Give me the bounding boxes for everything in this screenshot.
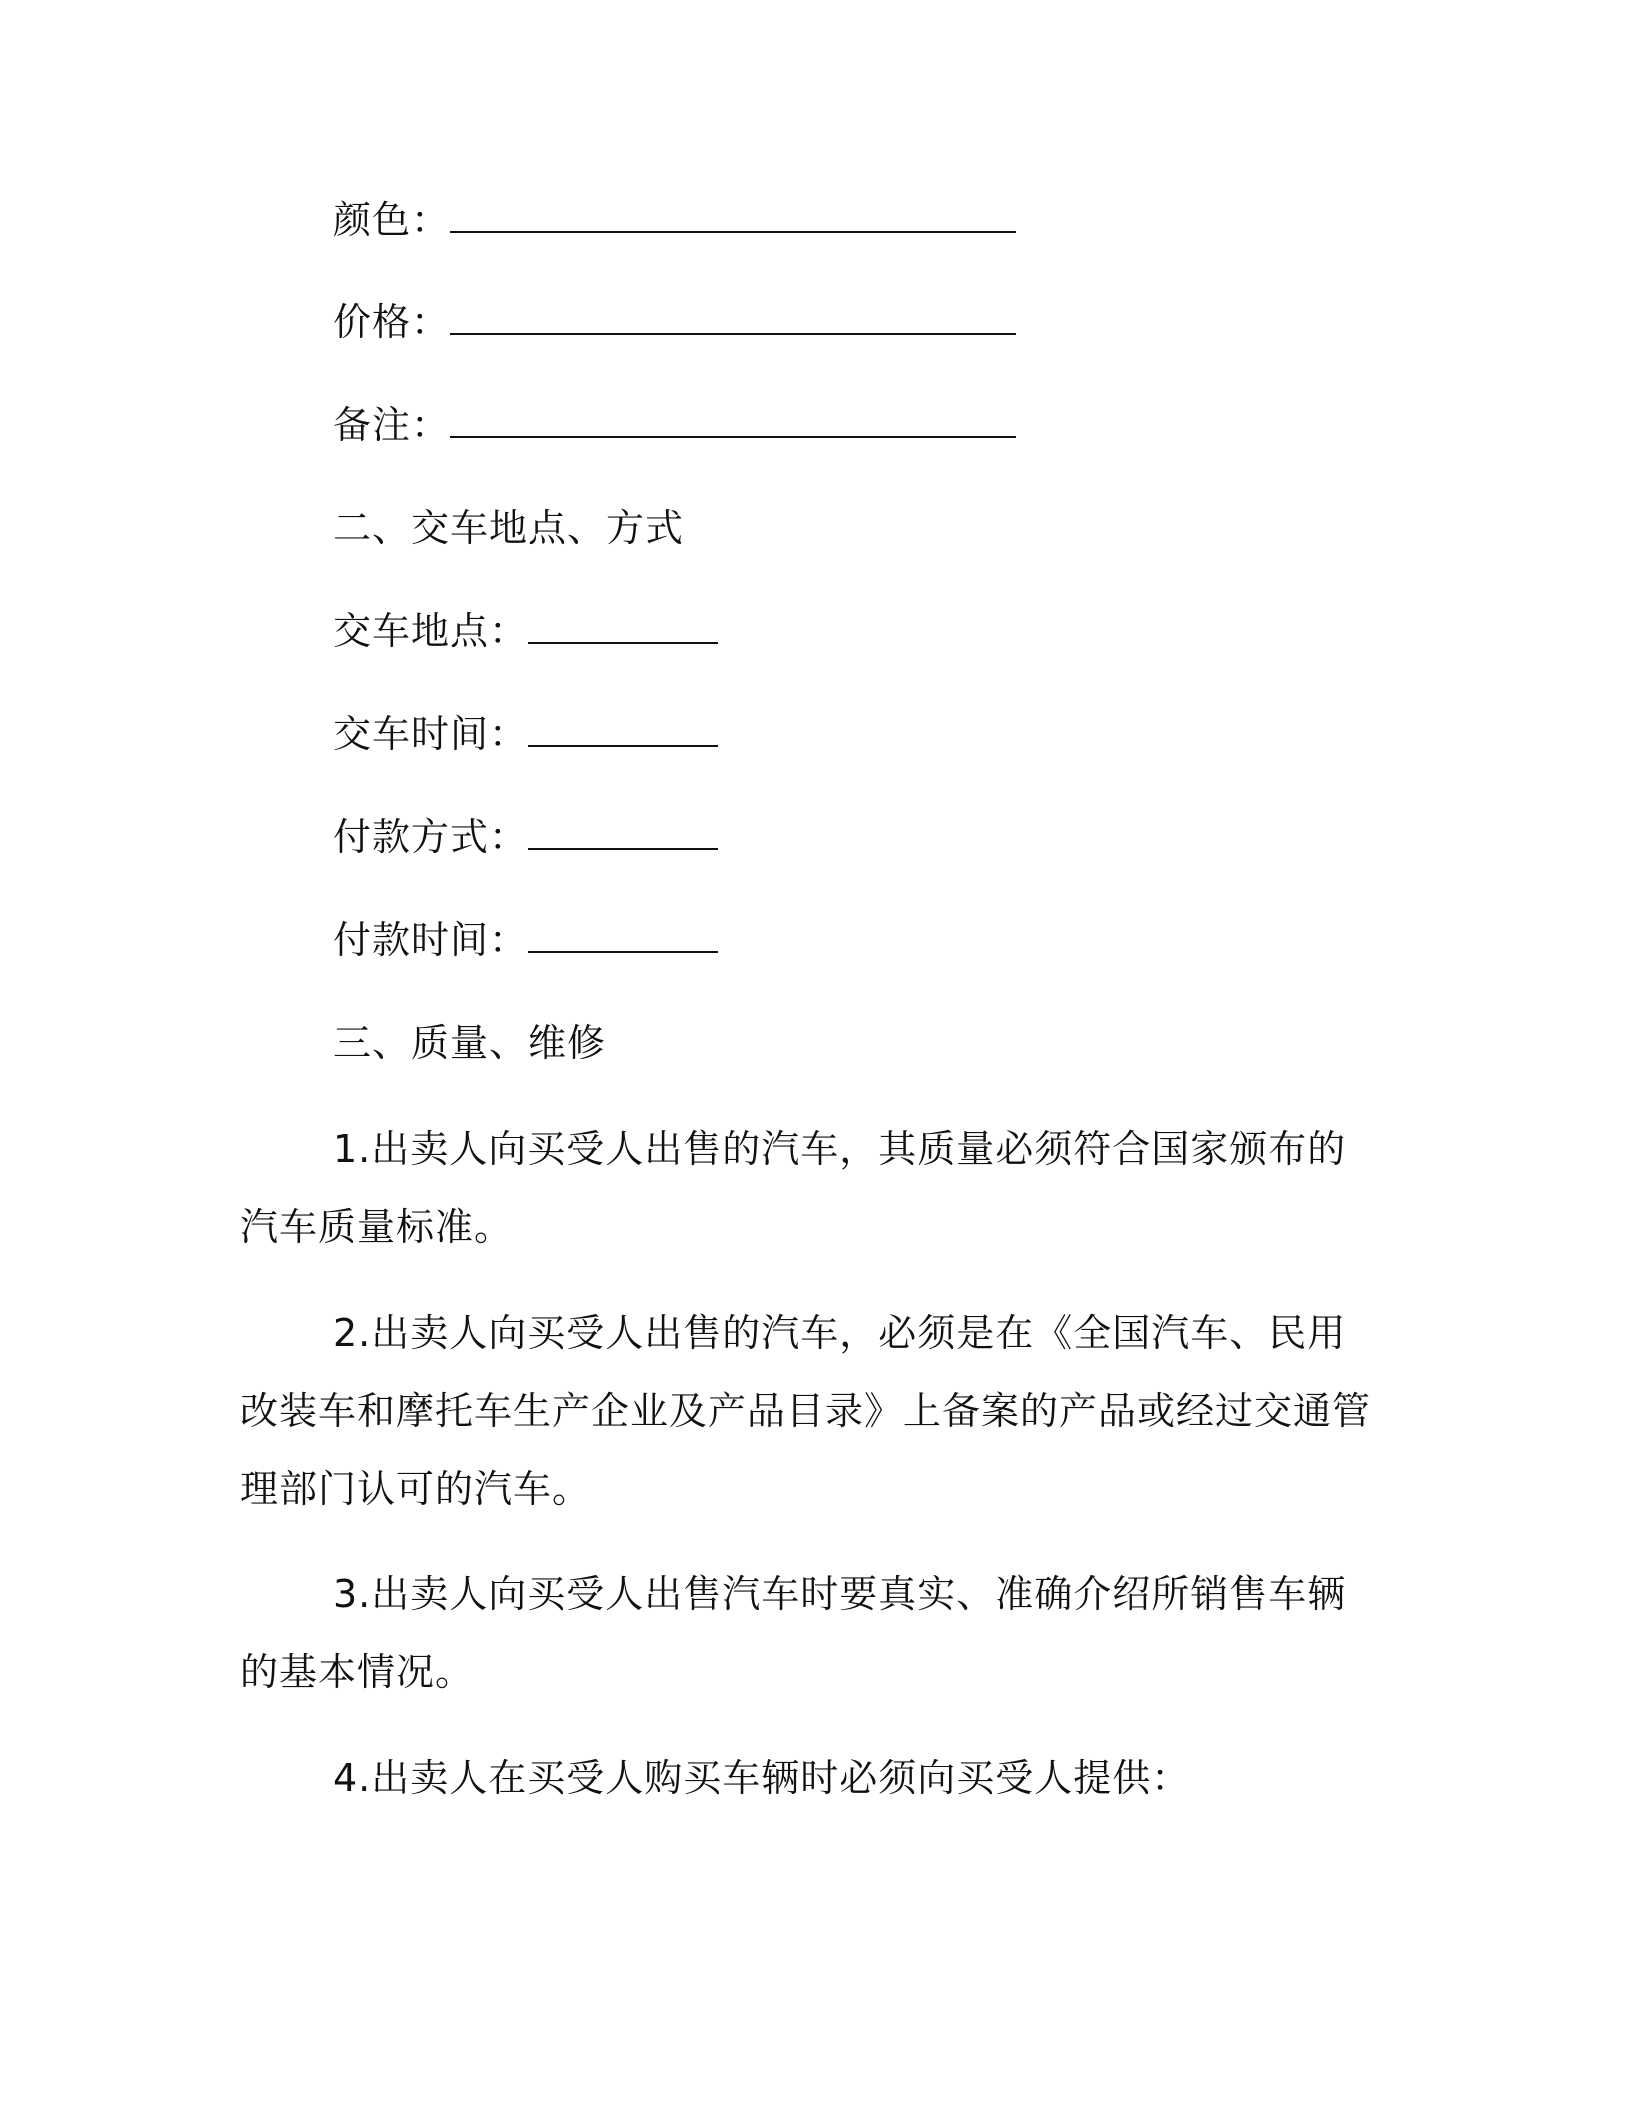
payment-time-blank[interactable]	[528, 921, 718, 953]
quality-item-3: 3.出卖人向买受人出售汽车时要真实、准确介绍所销售车辆的基本情况。	[240, 1572, 1347, 1694]
section3-heading	[333, 1017, 606, 1069]
price-field	[333, 296, 1016, 348]
delivery-time-blank[interactable]	[528, 715, 718, 747]
delivery-time-field	[333, 708, 718, 760]
delivery-time-label: 交车时间：	[333, 712, 529, 756]
payment-time-label: 付款时间：	[333, 918, 529, 962]
remarks-label: 备注：	[333, 403, 451, 447]
payment-time-field	[333, 914, 718, 966]
color-label: 颜色：	[333, 198, 451, 242]
quality-item-1: 1.出卖人向买受人出售的汽车，其质量必须符合国家颁布的汽车质量标准。	[240, 1127, 1347, 1249]
section3-heading-text: 三、质量、维修	[333, 1021, 607, 1065]
payment-method-blank[interactable]	[528, 818, 718, 850]
section2-heading	[333, 502, 684, 554]
delivery-place-field	[333, 605, 718, 657]
remarks-blank[interactable]	[450, 406, 1016, 438]
quality-item-4: 4.出卖人在买受人购买车辆时必须向买受人提供：	[333, 1756, 1191, 1800]
section2-heading-text: 二、交车地点、方式	[333, 506, 685, 550]
color-field	[333, 194, 1016, 246]
delivery-place-label: 交车地点：	[333, 609, 529, 653]
price-label: 价格：	[333, 300, 451, 344]
price-blank[interactable]	[450, 303, 1016, 335]
remarks-field	[333, 399, 1016, 451]
color-blank[interactable]	[450, 201, 1016, 233]
payment-method-field	[333, 811, 718, 863]
delivery-place-blank[interactable]	[528, 612, 718, 644]
quality-item-2: 2.出卖人向买受人出售的汽车，必须是在《全国汽车、民用改装车和摩托车生产企业及产品目录》上备案的产品或经过交通管理部门认可的汽车。	[240, 1311, 1372, 1511]
payment-method-label: 付款方式：	[333, 815, 529, 859]
